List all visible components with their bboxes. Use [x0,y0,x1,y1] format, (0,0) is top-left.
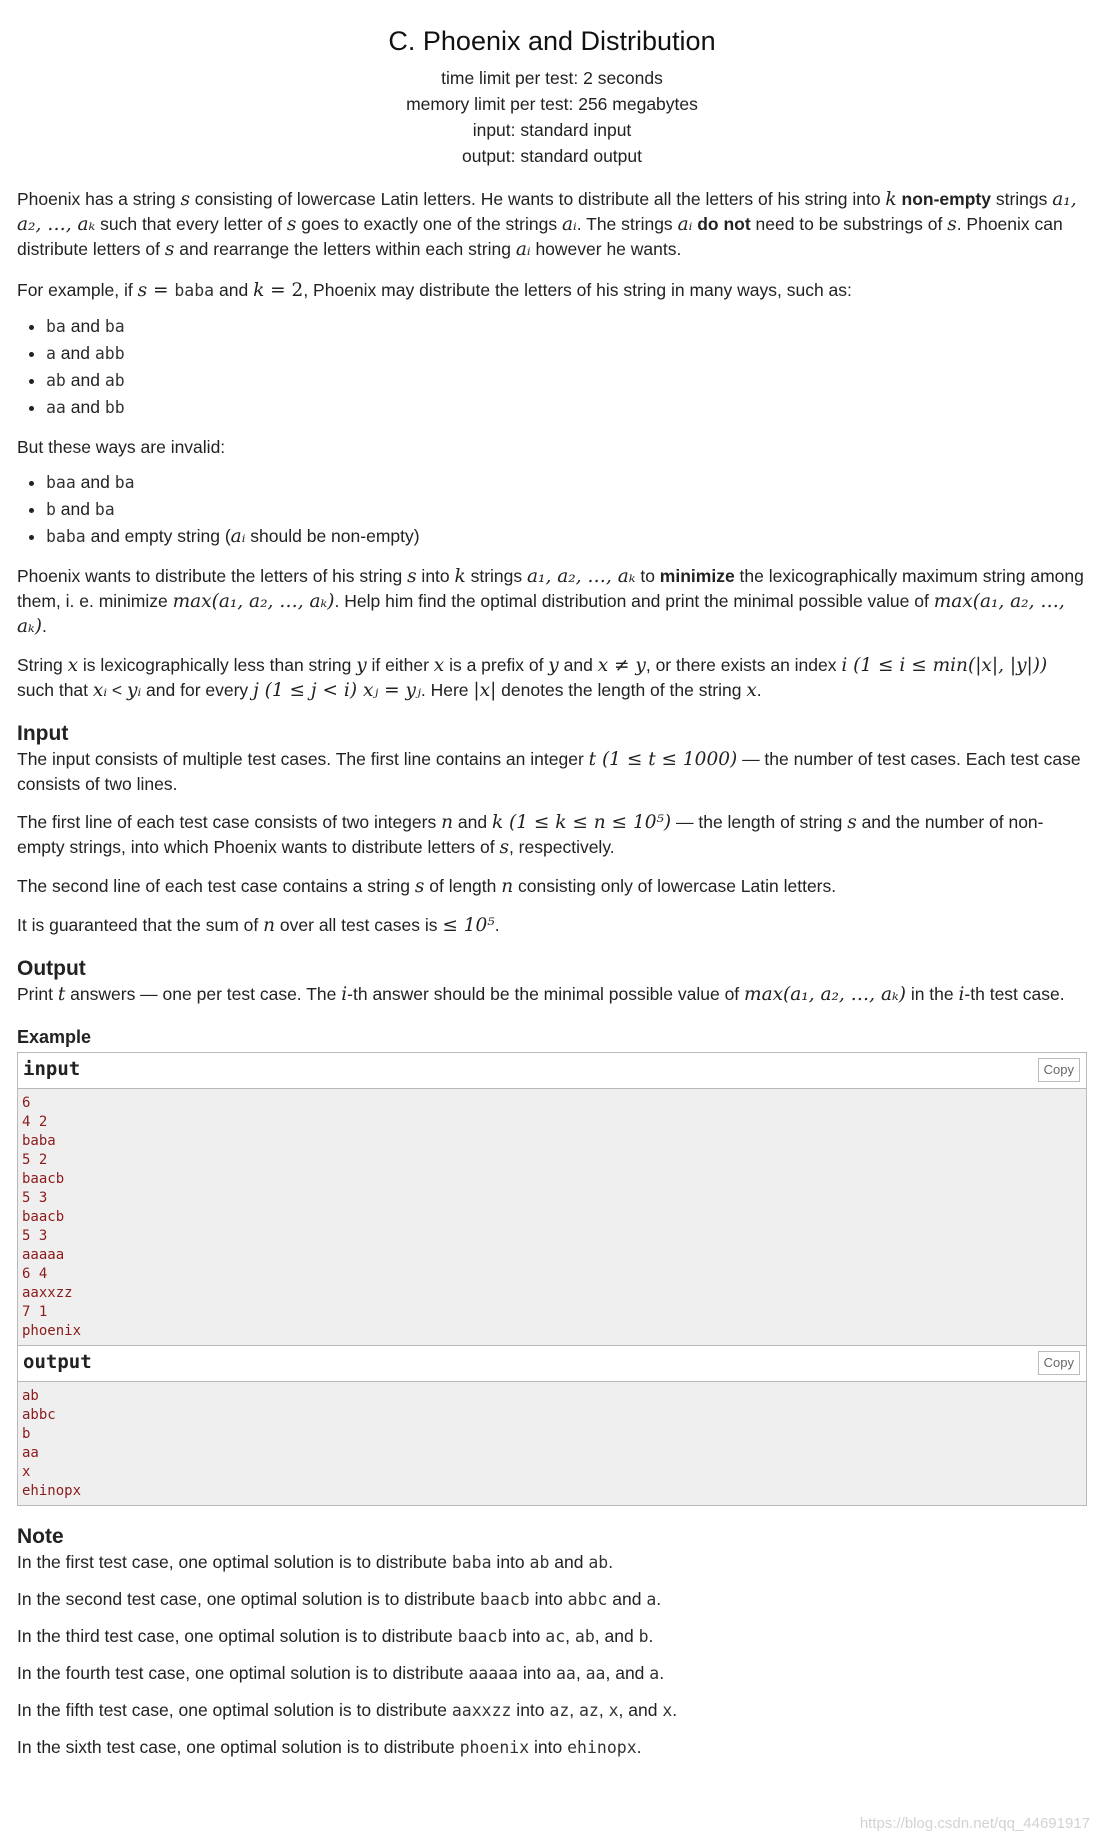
copy-output-button[interactable]: Copy [1038,1351,1080,1375]
invalid-ways-list [17,469,1087,550]
code-fragment: a [646,1590,657,1609]
code-fragment: phoenix [459,1738,530,1757]
list-item: • ba and ba [46,313,1087,340]
text-fragment: In the third test case, one optimal solution is to distribute [17,1626,458,1646]
input-paragraph-2: The first line of each test case consists of two integers n and k (1 ≤ k ≤ n ≤ 10⁵) — the length of string s and the number of non-empty strings, into which Phoenix wants to distribute letters of s, respectively. [17,812,1044,858]
code-fragment: ab [529,1553,550,1572]
text-fragment: and [549,1552,589,1572]
code-fragment: baacb [480,1590,530,1609]
code-fragment: baba [451,1553,492,1572]
problem-page [17,0,1087,1760]
code-fragment: az [549,1701,570,1720]
list-item: • ab and ab [46,367,1087,394]
code-fragment: x [608,1701,619,1720]
output-heading: Output [17,957,86,980]
text-fragment: . [672,1700,678,1720]
text-fragment: . [656,1589,662,1609]
time-limit: time limit per test: 2 seconds [441,68,663,88]
code-fragment: aaxxzz [451,1701,512,1720]
code-fragment: abbc [567,1590,608,1609]
text-fragment: , [575,1663,586,1683]
text-fragment: , and [605,1663,650,1683]
watermark: https://blog.csdn.net/qq_44691917 [859,1815,1090,1832]
note-case [17,1735,1087,1760]
code-fragment: aa [585,1664,606,1683]
code-fragment: b [638,1627,649,1646]
problem-header [17,0,1087,169]
text-fragment: into [529,1589,568,1609]
note-case [17,1550,1087,1575]
output-file: output: standard output [462,146,642,166]
input-heading: Input [17,722,69,745]
example-input-box [17,1052,1087,1346]
code-fragment: ehinopx [567,1738,637,1757]
text-fragment: into [511,1700,550,1720]
example-output-label: output [23,1351,92,1373]
text-fragment: . [659,1663,665,1683]
code-fragment: ac [545,1627,566,1646]
text-fragment: In the second test case, one optimal solution is to distribute [17,1589,481,1609]
output-paragraph: Print t answers — one per test case. The i-th answer should be the minimal possible value of max(a₁, a₂, …, aₖ) in the i-th test case. [17,984,1065,1005]
example-input-header [18,1053,1086,1089]
text-fragment: and [607,1589,647,1609]
text-fragment: , and [618,1700,663,1720]
text-fragment: , [598,1700,609,1720]
example-intro: For example, if s = baba and k = 2, Phoenix may distribute the letters of his string in many ways, such as: [17,280,852,301]
goal-paragraph: Phoenix wants to distribute the letters of his string s into k strings a₁, a₂, …, aₖ to minimize the lexicographically maximum string among them, i. e. minimize max(a₁, a₂, …, aₖ). Help him find the optimal distribution and print the minimal possible value of max(a₁, a₂, …, aₖ). [17,566,1084,637]
text-fragment: into [529,1737,568,1757]
input-file: input: standard input [472,120,632,140]
input-paragraph-3: The second line of each test case contains a string s of length n consisting only of lowercase Latin letters. [17,876,837,897]
code-fragment: baacb [457,1627,508,1646]
text-fragment: , [565,1626,575,1646]
text-fragment: , and [594,1626,639,1646]
example-output-box [17,1346,1087,1506]
code-fragment: ab [588,1553,609,1572]
list-item: • baa and ba [46,469,1087,496]
memory-limit: memory limit per test: 256 megabytes [406,94,698,114]
note-case [17,1698,1087,1723]
code-fragment: aa [556,1664,576,1683]
note-heading: Note [17,1525,64,1548]
note-case [17,1661,1087,1686]
text-fragment: into [491,1552,530,1572]
example-output-header [18,1346,1086,1382]
note-list [17,1550,1087,1760]
note-case [17,1624,1087,1649]
input-paragraph-1: The input consists of multiple test cases. The first line contains an integer t (1 ≤ t ≤ 1000) — the number of test cases. Each test case consists of two lines. [17,749,1081,794]
code-fragment: aaaaa [468,1664,519,1683]
code-fragment: az [579,1701,599,1720]
example-input-text: 6 4 2 baba 5 2 baacb 5 3 baacb 5 3 aaaaa 6 4 aaxxzz 7 1 phoenix [22,1095,82,1339]
text-fragment: into [518,1663,556,1683]
problem-title: C. Phoenix and Distribution [388,26,716,56]
list-item: • b and ba [46,496,1087,523]
example-input-label: input [23,1058,81,1080]
code-fragment: x [662,1701,673,1720]
text-fragment: into [507,1626,546,1646]
text-fragment: In the first test case, one optimal solution is to distribute [17,1552,452,1572]
invalid-intro: But these ways are invalid: [17,437,226,457]
list-item: • baba and empty string (aᵢ should be non-empty) [46,523,1087,550]
text-fragment: In the fourth test case, one optimal solution is to distribute [17,1663,469,1683]
statement-intro: Phoenix has a string s consisting of lowercase Latin letters. He wants to distribute all the letters of his string into k non-empty strings a₁, a₂, …, aₖ such that every letter of s goes to exactly one of the strings aᵢ. The strings aᵢ do not need to be substrings of s. Phoenix can distribute letters of s and rearrange the letters within each string aᵢ however he wants. [17,189,1077,260]
text-fragment: . [648,1626,654,1646]
copy-input-button[interactable]: Copy [1038,1058,1080,1082]
text-fragment: In the fifth test case, one optimal solution is to distribute [17,1700,452,1720]
list-item: • aa and bb [46,394,1087,421]
list-item: • a and abb [46,340,1087,367]
code-fragment: ab [574,1627,595,1646]
text-fragment: . [636,1737,642,1757]
lex-definition: String x is lexicographically less than string y if either x is a prefix of y and x ≠ y, or there exists an index i (1 ≤ i ≤ min(|x|, |y|)) such that xᵢ < yᵢ and for every j (1 ≤ j < i) xⱼ = yⱼ. Here |x| denotes the length of the string x. [17,655,1048,701]
example-title: Example [17,1027,92,1047]
text-fragment: . [608,1552,614,1572]
code-fragment: a [649,1664,660,1683]
input-paragraph-4: It is guaranteed that the sum of n over all test cases is ≤ 10⁵. [17,915,500,936]
note-case [17,1587,1087,1612]
valid-ways-list [17,313,1087,421]
text-fragment: , [569,1700,579,1720]
text-fragment: In the sixth test case, one optimal solution is to distribute [17,1737,460,1757]
example-output-text: ab abbc b aa x ehinopx [22,1388,82,1499]
